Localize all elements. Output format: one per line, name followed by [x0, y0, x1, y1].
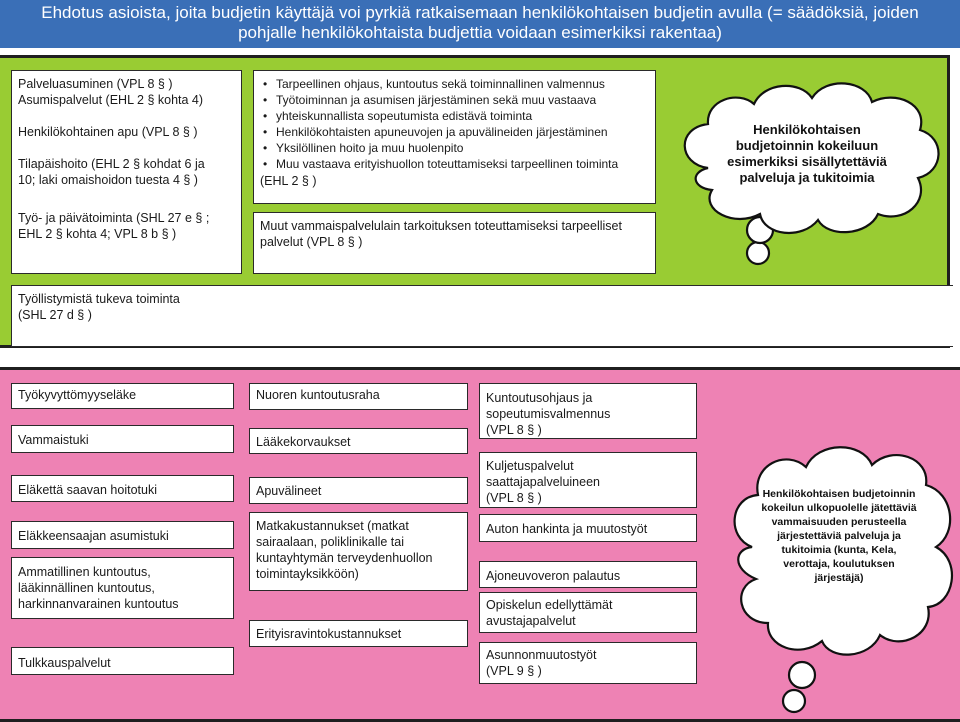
- pink-box: [249, 383, 468, 410]
- cloud-line: järjestettäviä palveluja ja: [777, 530, 901, 542]
- pink-box-text: Työkyvyttömyyseläke: [18, 388, 137, 402]
- services-line: EHL 2 § kohta 4; VPL 8 b § ): [18, 227, 177, 241]
- cloud-pink-text: [736, 487, 942, 585]
- special-care-list: [260, 76, 649, 172]
- pink-box-text: Ammatillinen kuntoutus,: [18, 565, 151, 579]
- pink-box-text: Erityisravintokustannukset: [256, 627, 402, 641]
- services-line: Asumispalvelut (EHL 2 § kohta 4): [18, 93, 204, 107]
- bullet-continuation: • yhteiskunnallista sopeutumista edistävä toiminta: [276, 108, 649, 124]
- special-care-box: [253, 70, 656, 204]
- spacer-line: [18, 188, 235, 210]
- cloud-line: kokeilun ulkopuolelle jätettäviä: [761, 502, 917, 514]
- cloud-line: tukitoimia (kunta, Kela,: [781, 544, 897, 556]
- pink-box-text: Eläkkeensaajan asumistuki: [18, 529, 169, 543]
- bullet-item: • Muu vastaava erityishuollon toteuttamiseksi tarpeellinen toiminta: [276, 156, 649, 172]
- pink-box: [11, 425, 234, 453]
- title-line-2: pohjalle henkilökohtaista budjettia voidaan esimerkiksi rakentaa): [238, 23, 722, 42]
- bullet-item: • Tarpeellinen ohjaus, kuntoutus sekä toiminnallinen valmennus: [276, 76, 649, 92]
- pink-box-text: sairaalaan, poliklinikalle tai: [256, 535, 404, 549]
- pink-box: [479, 514, 697, 542]
- employment-line: Työllistymistä tukeva toiminta: [18, 292, 180, 306]
- pink-box-text: Kuljetuspalvelut: [486, 459, 574, 473]
- pink-box: [11, 647, 234, 675]
- pink-box-text: toimintayksikköön): [256, 567, 359, 581]
- pink-box: [249, 512, 468, 591]
- pink-box-text: harkinnanvarainen kuntoutus: [18, 597, 179, 611]
- cloud-green-text: [708, 122, 906, 186]
- pink-box: [249, 477, 468, 504]
- other-services-line: Muut vammaispalvelulain tarkoituksen toteuttamiseksi tarpeelliset: [260, 219, 622, 233]
- pink-box: [11, 521, 234, 549]
- cloud-line: Henkilökohtaisen: [753, 122, 861, 137]
- pink-box-text: Tulkkauspalvelut: [18, 656, 111, 670]
- services-line: Tilapäishoito (EHL 2 § kohdat 6 ja: [18, 157, 205, 171]
- services-line: Henkilökohtainen apu (VPL 8 § ): [18, 125, 198, 139]
- pink-box: [479, 592, 697, 633]
- pink-box-text: (VPL 8 § ): [486, 423, 542, 437]
- pink-box: [11, 475, 234, 502]
- pink-box: [479, 561, 697, 588]
- pink-box: [479, 383, 697, 439]
- pink-box-text: Kuntoutusohjaus ja: [486, 391, 593, 405]
- services-box: [11, 70, 242, 274]
- pink-box-text: lääkinnällinen kuntoutus,: [18, 581, 155, 595]
- employment-box: [11, 285, 953, 347]
- other-services-box: [253, 212, 656, 274]
- title-line-1: Ehdotus asioista, joita budjetin käyttäjä voi pyrkiä ratkaisemaan henkilökohtaisen budjetin avulla (= säädöksiä, joiden: [41, 3, 919, 22]
- pink-box-text: (VPL 9 § ): [486, 664, 542, 678]
- pink-box: [11, 557, 234, 619]
- spacer-line: [18, 140, 235, 156]
- cloud-line: järjestäjä): [814, 572, 864, 584]
- services-line: Palveluasuminen (VPL 8 § ): [18, 77, 173, 91]
- pink-box-text: avustajapalvelut: [486, 614, 576, 628]
- pink-box-text: Ajoneuvoveron palautus: [486, 569, 621, 583]
- pink-box-text: Apuvälineet: [256, 484, 322, 498]
- pink-box-text: Vammaistuki: [18, 433, 89, 447]
- bullet-item: • Henkilökohtaisten apuneuvojen ja apuvälineiden järjestäminen: [276, 124, 649, 140]
- other-services-line: palvelut (VPL 8 § ): [260, 235, 363, 249]
- pink-box: [479, 452, 697, 508]
- page-title: [0, 0, 960, 48]
- bullet-item: • Yksilöllinen hoito ja muu huolenpito: [276, 140, 649, 156]
- pink-box-text: Lääkekorvaukset: [256, 435, 351, 449]
- pink-box-text: sopeutumisvalmennus: [486, 407, 611, 421]
- bullet-item: • Työtoiminnan ja asumisen järjestäminen sekä muu vastaava: [276, 92, 649, 108]
- pink-box-text: saattajapalveluineen: [486, 475, 600, 489]
- pink-box-text: Nuoren kuntoutusraha: [256, 388, 380, 402]
- pink-box: [11, 383, 234, 409]
- cloud-line: verottaja, koulutuksen: [783, 558, 895, 570]
- services-line: 10; laki omaishoidon tuesta 4 § ): [18, 173, 198, 187]
- pink-box: [249, 620, 468, 647]
- cloud-line: vammaisuuden perusteella: [771, 516, 907, 528]
- pink-box-text: Asunnonmuutostyöt: [486, 648, 597, 662]
- law-reference: (EHL 2 § ): [260, 174, 317, 188]
- pink-box-text: kuntayhtymän terveydenhuollon: [256, 551, 433, 565]
- pink-box-text: Auton hankinta ja muutostyöt: [486, 522, 648, 536]
- services-line: Työ- ja päivätoiminta (SHL 27 e § ;: [18, 211, 210, 225]
- pink-box-text: Opiskelun edellyttämät: [486, 598, 613, 612]
- cloud-line: esimerkiksi sisällytettäviä: [727, 154, 887, 169]
- employment-line: (SHL 27 d § ): [18, 308, 92, 322]
- cloud-line: budjetoinnin kokeiluun: [735, 138, 879, 153]
- cloud-line: Henkilökohtaisen budjetoinnin: [762, 488, 916, 500]
- pink-box-text: (VPL 8 § ): [486, 491, 542, 505]
- pink-box-text: Matkakustannukset (matkat: [256, 519, 409, 533]
- pink-box: [479, 642, 697, 684]
- spacer-line: [18, 108, 235, 124]
- pink-box-text: Eläkettä saavan hoitotuki: [18, 483, 157, 497]
- cloud-line: palveluja ja tukitoimia: [739, 170, 875, 185]
- pink-box: [249, 428, 468, 454]
